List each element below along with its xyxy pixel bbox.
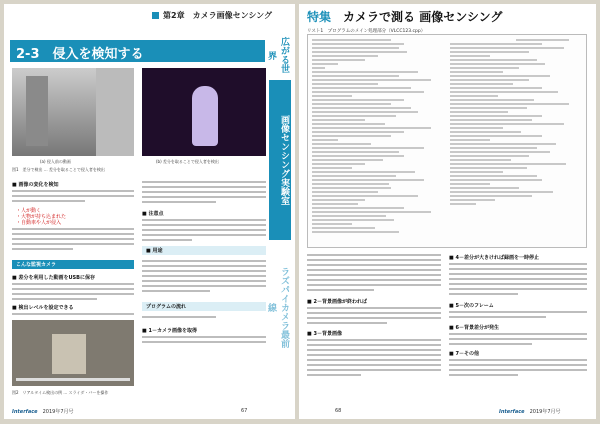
bullet-caution: ■ 注意点	[142, 211, 164, 217]
bullet-other: ■ 7－その他	[449, 351, 479, 357]
code-column-right	[450, 39, 582, 243]
photo-b-caption: (b) 差分を取ることで侵入者を検出	[156, 159, 219, 164]
sidetab-top[interactable]: 広がる世界	[266, 37, 289, 73]
code-listing	[307, 34, 587, 248]
figure2-image	[12, 320, 134, 386]
text-lines	[12, 283, 134, 303]
left-page	[4, 4, 295, 419]
right-page-header: 特集 カメラで測る 画像センシング	[307, 10, 503, 24]
bullet-next-frame: ■ 5－次のフレーム	[449, 303, 494, 309]
text-lines	[12, 190, 134, 205]
text-lines	[142, 181, 266, 206]
code-column-left	[312, 39, 444, 243]
red-text-line: ・人が動く	[16, 208, 42, 214]
red-text-line: ・自動車や人が侵入	[16, 220, 62, 226]
text-lines	[12, 228, 134, 253]
intruder-silhouette	[192, 86, 218, 146]
subsection-bar: こんな監視カメラ	[12, 260, 134, 269]
wall-shape	[96, 68, 134, 156]
text-lines	[142, 219, 266, 244]
red-text-line: ・大物が持ち込まれた	[16, 214, 67, 220]
listing-caption: リスト1 プログラムのメイン処理部分（VLCC123.cpp）	[307, 29, 426, 34]
text-lines	[142, 336, 266, 346]
program-flow-bar: プログラムの流れ	[142, 302, 266, 311]
text-lines	[449, 263, 587, 298]
text-lines	[449, 311, 587, 321]
sidetab-bottom[interactable]: ラズパイカメラ最前線	[266, 266, 289, 348]
bullet-detect-level: ■ 検出レベルを設定できる	[12, 305, 74, 311]
photo-a-caption: (a) 侵入前の動画	[40, 159, 71, 164]
usage-bar: ■ 用途	[142, 246, 266, 255]
text-lines	[307, 339, 441, 379]
bullet-get-camera-image: ■ 1－カメラ画像を取得	[142, 328, 197, 334]
bullet-usb-save: ■ 差分を利用した動画をUSBに保存	[12, 275, 95, 281]
bullet-pause-recording: ■ 4－差分が大きければ録画を一時停止	[449, 255, 539, 261]
bullet-detect-change: ■ 画像の変化を検知	[12, 182, 59, 188]
door-shape	[26, 76, 48, 146]
figure2-object	[52, 334, 86, 374]
right-page	[299, 4, 596, 419]
header-mark-icon	[152, 12, 159, 19]
text-lines	[449, 359, 587, 379]
text-lines	[307, 254, 441, 294]
right-page-number: 68	[335, 408, 342, 414]
text-lines	[307, 307, 441, 327]
bullet-diff-occur: ■ 6－背景差分が発生	[449, 325, 499, 331]
section-title: 2-3 侵入を検知する	[10, 40, 265, 62]
left-page-number: 67	[241, 408, 248, 414]
text-lines	[142, 260, 266, 295]
text-lines	[449, 333, 587, 348]
text-lines	[12, 313, 134, 318]
left-footer: Interface 2019年7月号	[12, 409, 74, 415]
photo-difference-detection	[142, 68, 266, 156]
bullet-background-image: ■ 3－背景画像	[307, 331, 342, 337]
slider-bar	[16, 378, 130, 381]
bullet-background: ■ 2－背景画像が終われば	[307, 299, 367, 305]
figure2-caption: 図2 リアルタイム検出の例 ... スライダ・バーを操作	[12, 390, 109, 395]
left-page-header: 第2章 カメラ画像センシング	[152, 10, 272, 21]
sidetab-active[interactable]: 画像センシング実験室	[269, 80, 291, 240]
figure-caption: 図1 差分で検出 ... 差分を取ることで侵入者を検出	[12, 167, 105, 172]
right-footer: Interface 2019年7月号	[499, 409, 561, 415]
photo-before-intrusion	[12, 68, 134, 156]
text-lines	[142, 316, 266, 321]
